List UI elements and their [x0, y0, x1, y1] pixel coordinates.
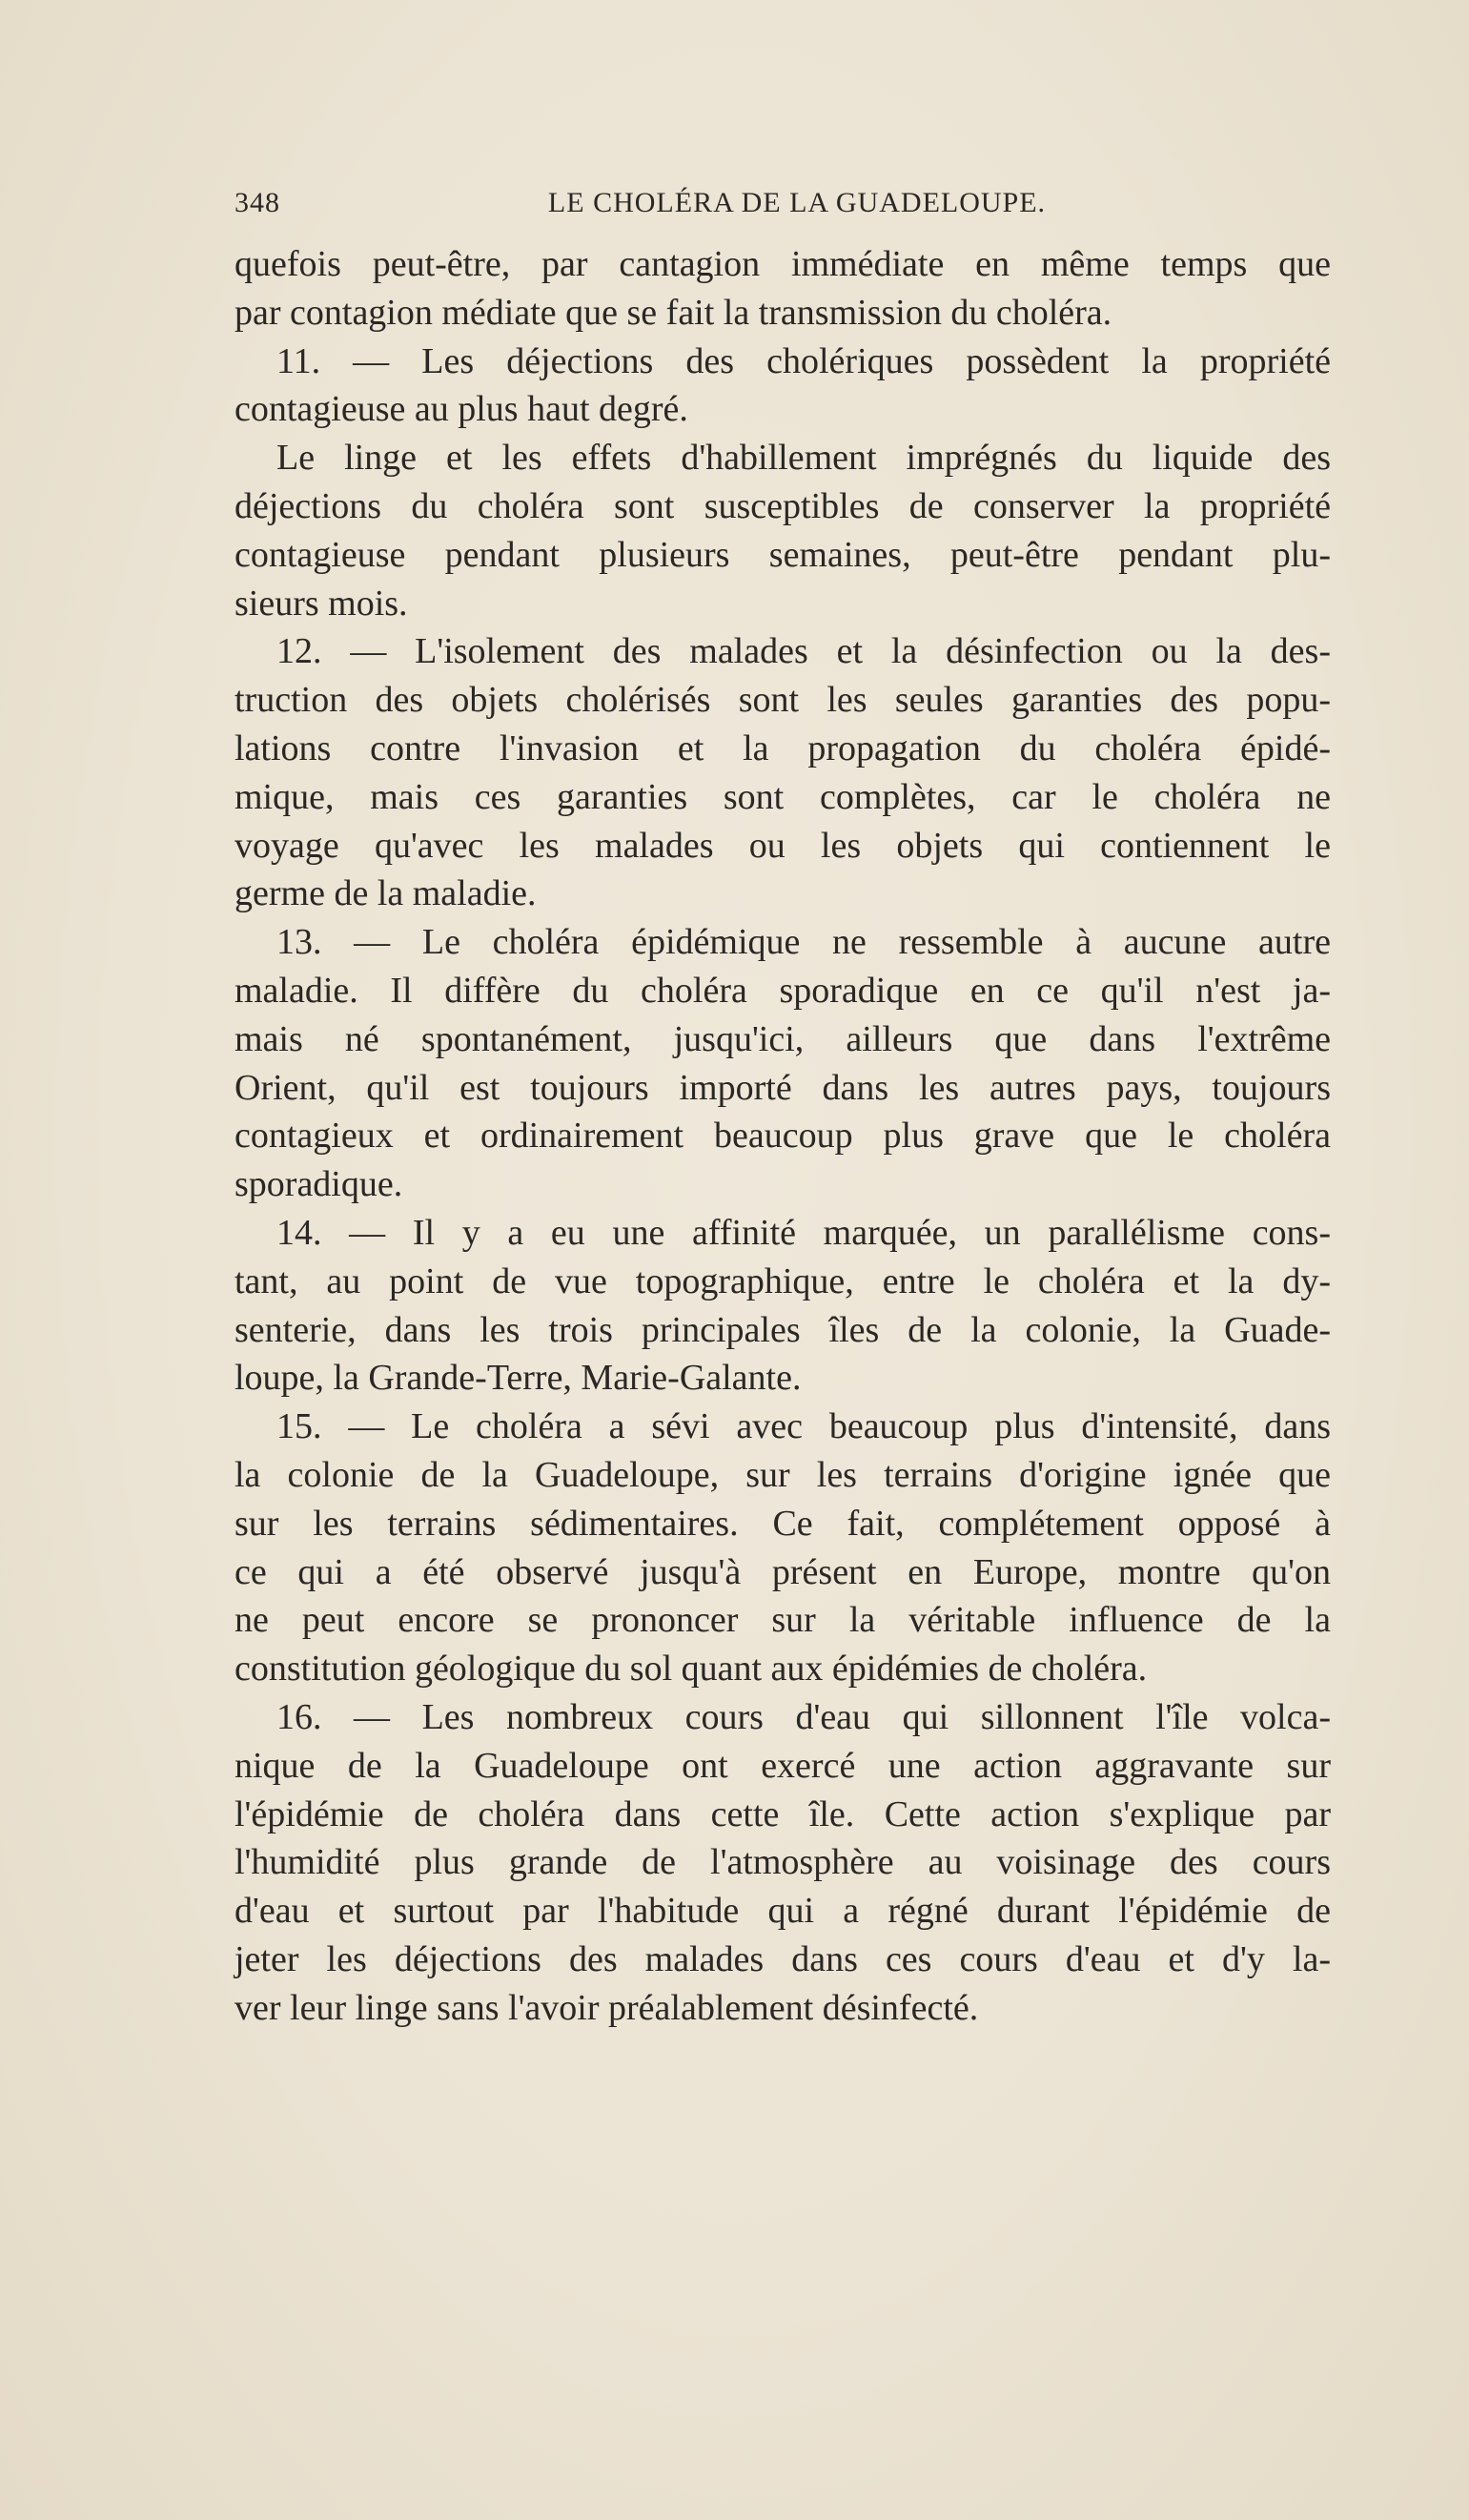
text-line: l'humidité plus grande de l'atmosphère au voisinage des cours — [235, 1842, 1331, 1883]
text-line: sur les terrains sédimentaires. Ce fait, complétement opposé à — [235, 1503, 1331, 1544]
text-line: l'épidémie de choléra dans cette île. Cette action s'explique par — [235, 1793, 1331, 1834]
page-number: 348 — [235, 187, 280, 218]
text-line: mais né spontanément, jusqu'ici, ailleurs que dans l'extrême — [235, 1018, 1331, 1059]
text-line: 14. — Il y a eu une affinité marquée, un parallélisme cons- — [276, 1212, 1331, 1253]
text-line: ne peut encore se prononcer sur la véritable influence de la — [235, 1600, 1331, 1641]
text-line: 16. — Les nombreux cours d'eau qui sillonnent l'île volca- — [276, 1696, 1331, 1737]
text-line: nique de la Guadeloupe ont exercé une action aggravante sur — [235, 1745, 1331, 1786]
text-line: germe de la maladie. — [235, 873, 537, 914]
text-line: ce qui a été observé jusqu'à présent en Europe, montre qu'on — [235, 1551, 1331, 1592]
text-line: tant, au point de vue topographique, entre le choléra et la dy- — [235, 1260, 1331, 1301]
text-line: constitution géologique du sol quant aux épidémies de choléra. — [235, 1649, 1148, 1690]
text-line: lations contre l'invasion et la propagation du choléra épidé- — [235, 727, 1331, 768]
text-line: contagieuse pendant plusieurs semaines, peut-être pendant plu- — [235, 534, 1331, 575]
text-line: la colonie de la Guadeloupe, sur les terrains d'origine ignée que — [235, 1454, 1331, 1495]
text-line: contagieuse au plus haut degré. — [235, 389, 688, 430]
text-line: sieurs mois. — [235, 583, 408, 624]
text-line: mique, mais ces garanties sont complètes, car le choléra ne — [235, 776, 1331, 817]
text-line: Le linge et les effets d'habillement imprégnés du liquide des — [276, 438, 1331, 479]
text-line: par contagion médiate que se fait la transmission du choléra. — [235, 292, 1112, 333]
text-line: Orient, qu'il est toujours importé dans les autres pays, toujours — [235, 1067, 1331, 1108]
text-line: déjections du choléra sont susceptibles de conserver la propriété — [235, 485, 1331, 526]
text-line: maladie. Il diffère du choléra sporadique en ce qu'il n'est ja- — [235, 970, 1331, 1011]
text-line: d'eau et surtout par l'habitude qui a régné durant l'épidémie de — [235, 1891, 1331, 1932]
text-line: ver leur linge sans l'avoir préalablement désinfecté. — [235, 1987, 979, 2028]
text-line: truction des objets cholérisés sont les seules garanties des popu- — [235, 680, 1331, 721]
text-line: 12. — L'isolement des malades et la désinfection ou la des- — [276, 631, 1331, 672]
text-line: quefois peut-être, par cantagion immédiate en même temps que — [235, 244, 1331, 284]
text-line: jeter les déjections des malades dans ces cours d'eau et d'y la- — [235, 1938, 1331, 1979]
text-line: 11. — Les déjections des cholériques possèdent la propriété — [276, 340, 1331, 381]
text-line: 15. — Le choléra a sévi avec beaucoup plus d'intensité, dans — [276, 1406, 1331, 1447]
text-line: sporadique. — [235, 1164, 403, 1205]
body-text — [235, 240, 1331, 2032]
running-title: LE CHOLÉRA DE LA GUADELOUPE. — [547, 187, 1047, 218]
text-line: loupe, la Grande-Terre, Marie-Galante. — [235, 1358, 802, 1399]
text-line: voyage qu'avec les malades ou les objets qui contiennent le — [235, 825, 1331, 866]
text-line: 13. — Le choléra épidémique ne ressemble à aucune autre — [276, 922, 1331, 963]
page-header — [235, 187, 1331, 225]
text-line: senterie, dans les trois principales îles de la colonie, la Guade- — [235, 1309, 1331, 1350]
text-line: contagieux et ordinairement beaucoup plus grave que le choléra — [235, 1116, 1331, 1157]
